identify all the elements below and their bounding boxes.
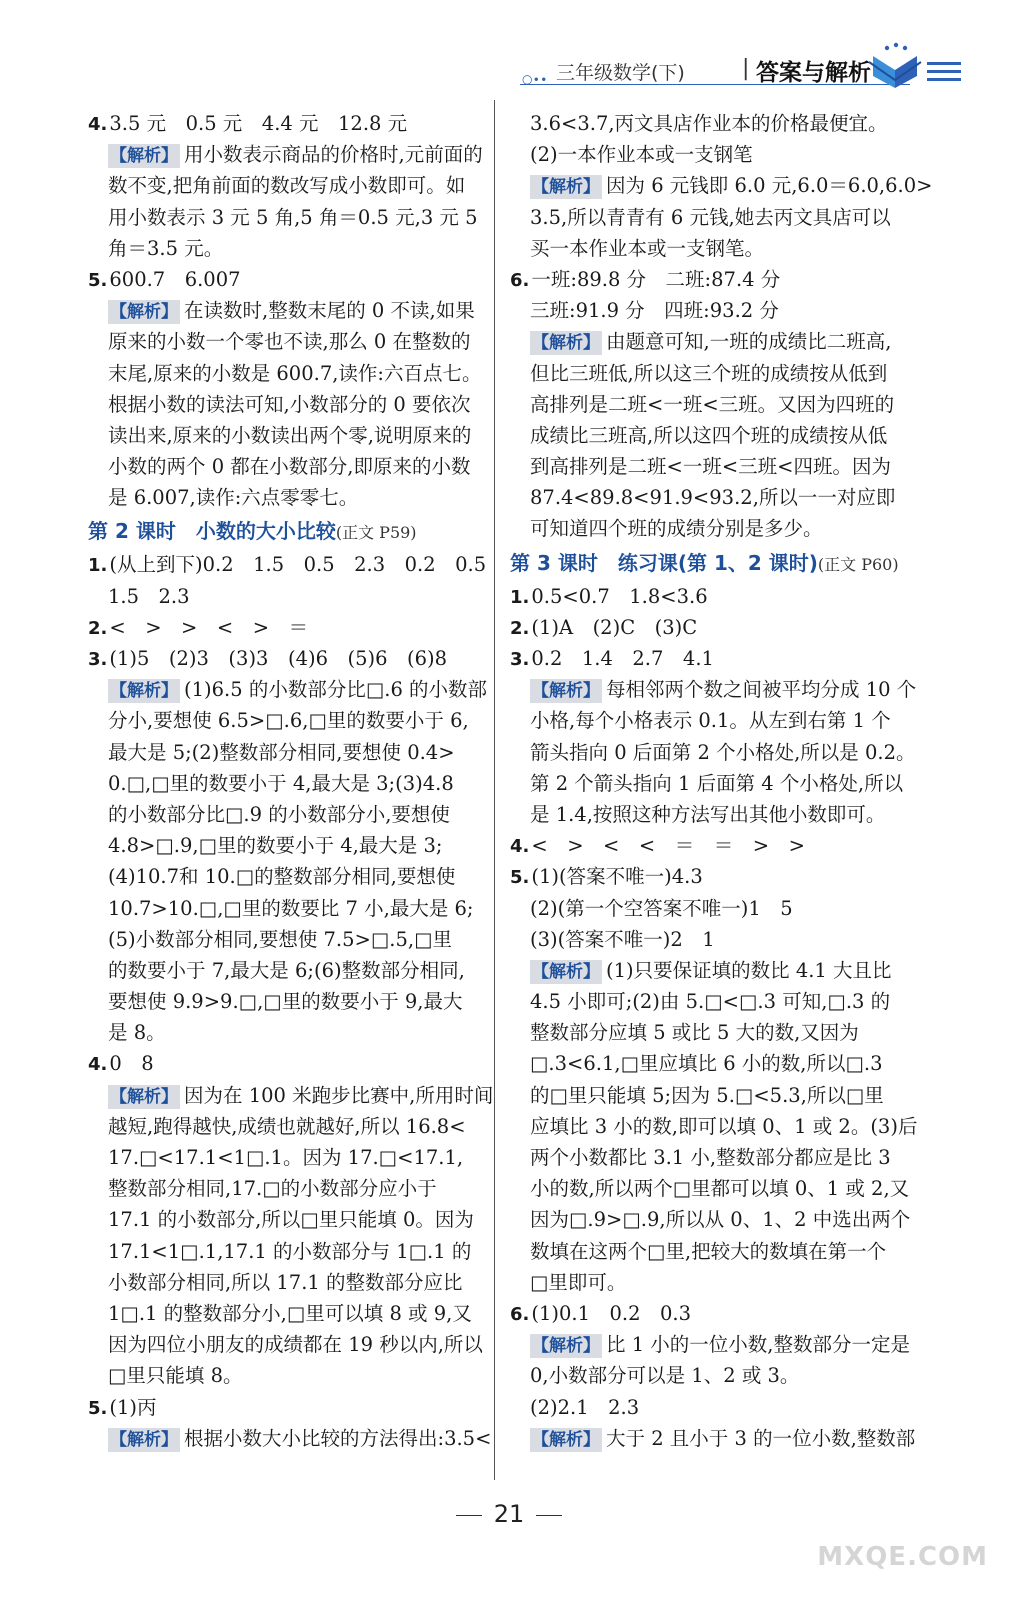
explanation-line <box>510 1080 926 1111</box>
explanation-line <box>510 170 933 201</box>
section-page-ref: (正文 P59) <box>335 523 417 543</box>
explanation-line <box>510 1423 926 1454</box>
column-divider <box>494 100 495 1480</box>
explanation-line <box>510 986 926 1017</box>
question-answer-line <box>510 581 926 612</box>
explanation-line <box>510 799 926 830</box>
question-answer-line <box>510 861 926 892</box>
line-text: 整数部分应填 5 或比 5 大的数,又因为 <box>530 1021 859 1045</box>
explanation-line <box>88 705 480 736</box>
question-answer-line <box>510 830 926 861</box>
line-text: 3.5 元 0.5 元 4.4 元 12.8 元 <box>109 112 408 135</box>
header-answer-title: 答案与解析 <box>756 60 871 86</box>
explanation-line <box>88 768 480 799</box>
question-answer-line <box>88 1392 480 1423</box>
right-column <box>510 108 933 1454</box>
line-text: 小格,每个小格表示 0.1。从左到右第 1 个 <box>530 709 891 733</box>
explanation-line <box>510 1017 926 1048</box>
line-text: (1)只要保证填的数比 4.1 大且比 <box>606 958 892 982</box>
line-text: 根据小数的读法可知,小数部分的 0 要依次 <box>108 392 471 416</box>
explanation-line <box>88 482 480 513</box>
explanation-line <box>88 1329 483 1360</box>
line-text: 0.5<0.7 1.8<3.6 <box>531 584 708 608</box>
explanation-line <box>88 1236 480 1267</box>
explanation-line <box>88 955 480 986</box>
explanation-line <box>510 705 926 736</box>
question-number: 4. <box>88 114 108 135</box>
explanation-line <box>510 1360 926 1391</box>
explanation-line <box>88 737 480 768</box>
explanation-line <box>88 170 480 201</box>
question-answer-line <box>88 612 480 643</box>
explanation-line <box>88 799 480 830</box>
explanation-line <box>88 830 480 861</box>
line-text: 两个小数都比 3.1 小,整数部分都应是比 3 <box>530 1146 891 1169</box>
line-text: 小数部分相同,所以 17.1 的整数部分应比 <box>108 1270 463 1294</box>
line-text: < > > < > ＝ <box>109 615 309 639</box>
explanation-line <box>88 451 480 482</box>
explanation-line <box>510 1329 926 1360</box>
explanation-line <box>510 893 926 924</box>
line-text: 由题意可知,一班的成绩比二班高, <box>606 330 892 354</box>
explanation-line <box>88 893 480 924</box>
explanation-line <box>510 482 926 513</box>
line-text: 4.8>□.9,□里的数要小于 4,最大是 3; <box>108 834 443 858</box>
question-answer-line <box>88 549 487 580</box>
line-text: 小数的两个 0 都在小数部分,即原来的小数 <box>108 455 471 479</box>
explanation-line <box>510 1267 926 1298</box>
question-answer-line <box>510 1298 926 1329</box>
line-text: 17.□<17.1<1□.1。因为 17.□<17.1, <box>108 1146 464 1169</box>
question-answer-line <box>88 264 480 295</box>
explanation-line <box>510 420 926 451</box>
line-text: 17.1 的小数部分,所以□里只能填 0。因为 <box>108 1208 474 1232</box>
explanation-line <box>88 924 480 955</box>
line-text: 因为在 100 米跑步比赛中,所用时间 <box>184 1083 494 1107</box>
line-text: 大于 2 且小于 3 的一位小数,整数部 <box>606 1426 916 1450</box>
line-text: (1)丙 <box>109 1395 157 1419</box>
line-text: 一班:89.8 分 二班:87.4 分 <box>531 267 781 291</box>
analysis-tag: 【解析】 <box>532 177 600 198</box>
explanation-line <box>88 986 480 1017</box>
explanation-line <box>88 674 488 705</box>
analysis-tag: 【解析】 <box>532 333 600 354</box>
page-header <box>520 40 970 90</box>
explanation-line <box>510 389 926 420</box>
watermark-text: MXQE.COM <box>817 1542 988 1572</box>
question-number: 1. <box>88 555 108 577</box>
line-text: 最大是 5;(2)整数部分相同,要想使 0.4> <box>108 740 455 764</box>
explanation-line <box>88 295 480 326</box>
line-text: 整数部分相同,17.□的小数部分应小于 <box>108 1177 437 1201</box>
line-text: 3.6<3.7,丙文具店作业本的价格最便宜。 <box>530 112 888 135</box>
explanation-line <box>88 1423 492 1454</box>
explanation-line <box>88 420 480 451</box>
explanation-line <box>88 202 480 233</box>
line-text: 4.5 小即可;(2)由 5.□<□.3 可知,□.3 的 <box>530 990 891 1014</box>
explanation-line <box>510 1236 926 1267</box>
explanation-line <box>510 1142 926 1173</box>
line-text: 的数要小于 7,最大是 6;(6)整数部分相同, <box>108 958 465 982</box>
question-number: 2. <box>88 617 108 639</box>
explanation-line <box>510 1048 926 1079</box>
explanation-line <box>510 737 926 768</box>
analysis-tag: 【解析】 <box>110 146 178 167</box>
line-text: 1□.1 的整数部分小,□里可以填 8 或 9,又 <box>108 1301 472 1325</box>
explanation-line <box>510 1173 926 1204</box>
header-dots-decoration: ○∙∙ <box>522 72 548 86</box>
question-number: 5. <box>88 1397 108 1419</box>
question-number: 2. <box>510 617 530 639</box>
question-number: 3. <box>510 649 530 670</box>
line-text: (1)0.1 0.2 0.3 <box>531 1301 692 1325</box>
explanation-line <box>510 674 926 705</box>
line-text: 箭头指向 0 后面第 2 个小格处,所以是 0.2。 <box>530 740 916 764</box>
line-text: □里只能填 8。 <box>108 1364 243 1388</box>
question-answer-line <box>88 108 480 139</box>
explanation-line <box>510 1111 926 1142</box>
line-text: 用小数表示 3 元 5 角,5 角＝0.5 元,3 元 5 <box>108 205 478 229</box>
line-text: 600.7 6.007 <box>109 267 241 291</box>
explanation-line <box>510 295 926 326</box>
question-answer-line <box>510 612 926 643</box>
explanation-line <box>88 139 483 170</box>
line-text: 的□里只能填 5;因为 5.□<5.3,所以□里 <box>530 1083 884 1107</box>
explanation-line <box>510 513 926 544</box>
line-text: □.3<6.1,□里应填比 6 小的数,所以□.3 <box>530 1052 883 1076</box>
explanation-line <box>88 1298 480 1329</box>
question-number: 3. <box>88 649 108 670</box>
line-text: 是 6.007,读作:六点零零七。 <box>108 486 359 510</box>
line-text: 17.1<1□.1,17.1 的小数部分与 1□.1 的 <box>108 1239 472 1263</box>
line-text: 小的数,所以两个□里都可以填 0、1 或 2,又 <box>530 1177 910 1201</box>
explanation-line <box>88 233 480 264</box>
analysis-tag: 【解析】 <box>532 1336 600 1357</box>
explanation-line <box>510 326 926 357</box>
line-text: 应填比 3 小的数,即可以填 0、1 或 2。(3)后 <box>530 1114 918 1138</box>
line-text: 数不变,把角前面的数改写成小数即可。如 <box>108 174 466 198</box>
line-text: (4)10.7和 10.□的整数部分相同,要想使 <box>108 865 456 889</box>
line-text: 高排列是二班<一班<三班。又因为四班的 <box>530 392 895 416</box>
line-text: (2)(第一个空答案不唯一)1 5 <box>530 896 793 920</box>
line-text: 0.2 1.4 2.7 4.1 <box>531 647 714 670</box>
line-text: 比 1 小的一位小数,整数部分一定是 <box>606 1333 911 1357</box>
explanation-line <box>510 139 926 170</box>
line-text: < > < < ＝ ＝ > > <box>531 834 805 858</box>
line-text: (2)一本作业本或一支钢笔 <box>530 143 753 167</box>
line-text: (1)(答案不唯一)4.3 <box>531 865 703 889</box>
line-text: (1)A (2)C (3)C <box>531 615 698 639</box>
header-separator: | <box>742 56 750 81</box>
line-text: 因为□.9>□.9,所以从 0、1、2 中选出两个 <box>530 1208 911 1232</box>
explanation-line <box>88 861 480 892</box>
analysis-tag: 【解析】 <box>532 1429 600 1450</box>
line-text: 根据小数大小比较的方法得出:3.5< <box>184 1426 492 1450</box>
line-text: 0 8 <box>109 1052 154 1076</box>
explanation-line <box>88 1360 480 1391</box>
line-text: 可知道四个班的成绩分别是多少。 <box>530 517 823 541</box>
line-text: 用小数表示商品的价格时,元前面的 <box>184 143 483 167</box>
explanation-line <box>510 1392 926 1423</box>
line-text: 87.4<89.8<91.9<93.2,所以一一对应即 <box>530 486 896 510</box>
line-text: 越短,跑得越快,成绩也就越好,所以 16.8< <box>108 1114 466 1138</box>
line-text: 1.5 2.3 <box>108 584 190 608</box>
line-text: 角＝3.5 元。 <box>108 236 224 260</box>
line-text: 因为四位小朋友的成绩都在 19 秒以内,所以 <box>108 1333 483 1357</box>
line-text: 第 2 个箭头指向 1 后面第 4 个小格处,所以 <box>530 771 904 795</box>
section-page-ref: (正文 P60) <box>817 554 899 574</box>
explanation-line <box>88 1142 480 1173</box>
section-heading <box>510 545 926 581</box>
explanation-line <box>88 1080 494 1111</box>
line-text: 数填在这两个□里,把较大的数填在第一个 <box>530 1239 887 1263</box>
line-text: 原来的小数一个零也不读,那么 0 在整数的 <box>108 330 471 354</box>
explanation-line <box>88 1017 480 1048</box>
explanation-line <box>88 389 480 420</box>
explanation-line <box>510 768 926 799</box>
line-text: 因为 6 元钱即 6.0 元,6.0＝6.0,6.0> <box>606 174 933 198</box>
explanation-line <box>88 1111 480 1142</box>
explanation-line <box>88 1204 480 1235</box>
explanation-line <box>510 955 926 986</box>
line-text: 0.□,□里的数要小于 4,最大是 3;(3)4.8 <box>108 771 454 795</box>
explanation-line <box>510 233 926 264</box>
analysis-tag: 【解析】 <box>110 302 178 323</box>
question-number: 5. <box>510 867 530 889</box>
line-text: (3)(答案不唯一)2 1 <box>530 927 715 951</box>
page-number: 21 <box>493 1500 525 1528</box>
footer-dash-left <box>456 1515 482 1516</box>
line-text: (1)6.5 的小数部分比□.6 的小数部 <box>184 678 488 702</box>
line-text: 0,小数部分可以是 1、2 或 3。 <box>530 1364 800 1388</box>
question-number: 4. <box>88 1054 108 1076</box>
analysis-tag: 【解析】 <box>110 1429 178 1450</box>
line-text: 三班:91.9 分 四班:93.2 分 <box>530 299 779 323</box>
explanation-line <box>88 326 480 357</box>
line-text: (5)小数部分相同,要想使 7.5>□.5,□里 <box>108 927 453 951</box>
analysis-tag: 【解析】 <box>110 681 178 702</box>
line-text: 3.5,所以青青有 6 元钱,她去丙文具店可以 <box>530 205 891 229</box>
explanation-line <box>510 358 926 389</box>
line-text: □里即可。 <box>530 1270 627 1294</box>
line-text: 每相邻两个数之间被平均分成 10 个 <box>606 678 917 702</box>
analysis-tag: 【解析】 <box>532 961 600 982</box>
line-text: 读出来,原来的小数读出两个零,说明原来的 <box>108 423 472 447</box>
analysis-tag: 【解析】 <box>532 681 600 702</box>
question-number: 5. <box>88 269 108 291</box>
line-text: 到高排列是二班<一班<三班<四班。因为 <box>530 455 892 479</box>
line-text: 是 8。 <box>108 1021 166 1045</box>
line-text: 在读数时,整数末尾的 0 不读,如果 <box>184 299 475 323</box>
section-heading <box>88 513 480 549</box>
question-answer-line <box>88 643 480 674</box>
section-title: 第 2 课时 小数的大小比较 <box>88 519 336 544</box>
section-title: 第 3 课时 练习课(第 1、2 课时) <box>510 550 818 575</box>
question-number: 6. <box>510 269 530 291</box>
question-answer-line <box>88 1048 480 1079</box>
header-grade: 三年级数学(下) <box>556 62 685 84</box>
explanation-line <box>88 1173 480 1204</box>
line-text: 要想使 9.9>9.□,□里的数要小于 9,最大 <box>108 990 463 1014</box>
line-text: 买一本作业本或一支钢笔。 <box>530 236 765 260</box>
line-text: 但比三班低,所以这三个班的成绩按从低到 <box>530 361 888 385</box>
explanation-line <box>510 1204 926 1235</box>
line-text: 10.7>10.□,□里的数要比 7 小,最大是 6; <box>108 896 474 920</box>
question-number: 6. <box>510 1303 530 1325</box>
line-text: 的小数部分比□.9 的小数部分小,要想使 <box>108 802 450 826</box>
line-text: (1)5 (2)3 (3)3 (4)6 (5)6 (6)8 <box>109 647 448 670</box>
explanation-line <box>88 581 480 612</box>
watermark-logo <box>817 1500 998 1580</box>
explanation-line <box>88 1267 480 1298</box>
header-rule <box>520 84 910 85</box>
question-answer-line <box>510 264 926 295</box>
question-answer-line <box>510 643 926 674</box>
explanation-line <box>510 924 926 955</box>
explanation-line <box>510 108 926 139</box>
explanation-line <box>88 358 480 389</box>
analysis-tag: 【解析】 <box>110 1086 178 1107</box>
line-text: 末尾,原来的小数是 600.7,读作:六百点七。 <box>108 361 482 385</box>
line-text: 成绩比三班高,所以这四个班的成绩按从低 <box>530 423 888 447</box>
question-number: 4. <box>510 836 530 858</box>
footer-dash-right <box>536 1515 562 1516</box>
page-footer <box>0 1500 1018 1528</box>
book-logo-icon <box>865 40 965 92</box>
explanation-line <box>510 451 926 482</box>
line-text: 是 1.4,按照这种方法写出其他小数即可。 <box>530 802 886 826</box>
line-text: (2)2.1 2.3 <box>530 1395 640 1419</box>
line-text: 分小,要想使 6.5>□.6,□里的数要小于 6, <box>108 709 469 733</box>
explanation-line <box>510 202 926 233</box>
left-column <box>88 108 494 1454</box>
line-text: (从上到下)0.2 1.5 0.5 2.3 0.2 0.5 <box>109 553 487 577</box>
question-number: 1. <box>510 586 530 608</box>
